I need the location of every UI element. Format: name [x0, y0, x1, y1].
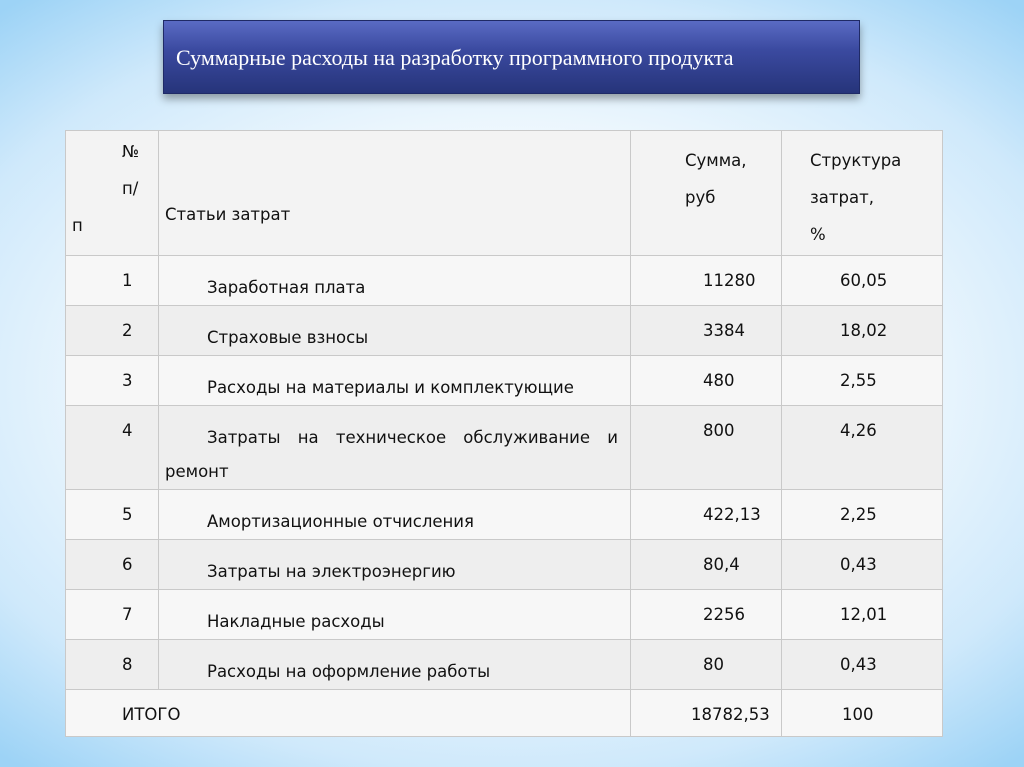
header-number-line1: № [122, 142, 140, 161]
table-row [66, 406, 943, 490]
row-number: 6 [66, 540, 159, 590]
row-number: 2 [66, 306, 159, 356]
row-number: 4 [66, 406, 159, 490]
row-percent: 4,26 [782, 406, 943, 490]
table-row [66, 356, 943, 406]
header-number-cell [66, 131, 159, 256]
header-name: Статьи затрат [165, 205, 291, 224]
total-label: ИТОГО [66, 690, 631, 737]
header-pct-line3: % [810, 225, 826, 244]
slide-title: Суммарные расходы на разработку программного продукта [176, 45, 734, 70]
table-row [66, 256, 943, 306]
row-sum: 480 [631, 356, 782, 406]
row-number: 7 [66, 590, 159, 640]
table-row [66, 590, 943, 640]
row-name: Затраты на техническое обслуживание и ремонт [159, 406, 631, 490]
row-number: 8 [66, 640, 159, 690]
row-percent: 2,25 [782, 490, 943, 540]
row-sum: 80,4 [631, 540, 782, 590]
row-name: Страховые взносы [159, 306, 631, 356]
total-percent: 100 [782, 690, 943, 737]
table-row [66, 490, 943, 540]
row-sum: 3384 [631, 306, 782, 356]
table-row [66, 306, 943, 356]
row-percent: 0,43 [782, 540, 943, 590]
row-sum: 2256 [631, 590, 782, 640]
header-number-line3: п [72, 216, 83, 235]
row-name: Расходы на материалы и комплектующие [159, 356, 631, 406]
header-pct-line2: затрат, [810, 188, 874, 207]
row-name: Накладные расходы [159, 590, 631, 640]
header-pct-cell [782, 131, 943, 256]
total-sum: 18782,53 [631, 690, 782, 737]
row-percent: 60,05 [782, 256, 943, 306]
row-sum: 11280 [631, 256, 782, 306]
row-percent: 12,01 [782, 590, 943, 640]
row-sum: 80 [631, 640, 782, 690]
table-row [66, 540, 943, 590]
header-number-line2: п/ [122, 179, 139, 198]
row-name: Амортизационные отчисления [159, 490, 631, 540]
row-sum: 422,13 [631, 490, 782, 540]
total-row [66, 690, 943, 737]
row-name: Расходы на оформление работы [159, 640, 631, 690]
header-sum-line1: Сумма, [685, 151, 747, 170]
row-number: 5 [66, 490, 159, 540]
slide-title-box [163, 20, 860, 94]
row-percent: 0,43 [782, 640, 943, 690]
table-header-row [66, 131, 943, 256]
table-row [66, 640, 943, 690]
row-number: 1 [66, 256, 159, 306]
header-name-cell [159, 131, 631, 256]
row-percent: 2,55 [782, 356, 943, 406]
cost-table [65, 130, 943, 737]
header-pct-line1: Структура [810, 151, 902, 170]
row-name: Заработная плата [159, 256, 631, 306]
row-name: Затраты на электроэнергию [159, 540, 631, 590]
row-sum: 800 [631, 406, 782, 490]
row-number: 3 [66, 356, 159, 406]
row-percent: 18,02 [782, 306, 943, 356]
header-sum-line2: руб [685, 188, 716, 207]
header-sum-cell [631, 131, 782, 256]
